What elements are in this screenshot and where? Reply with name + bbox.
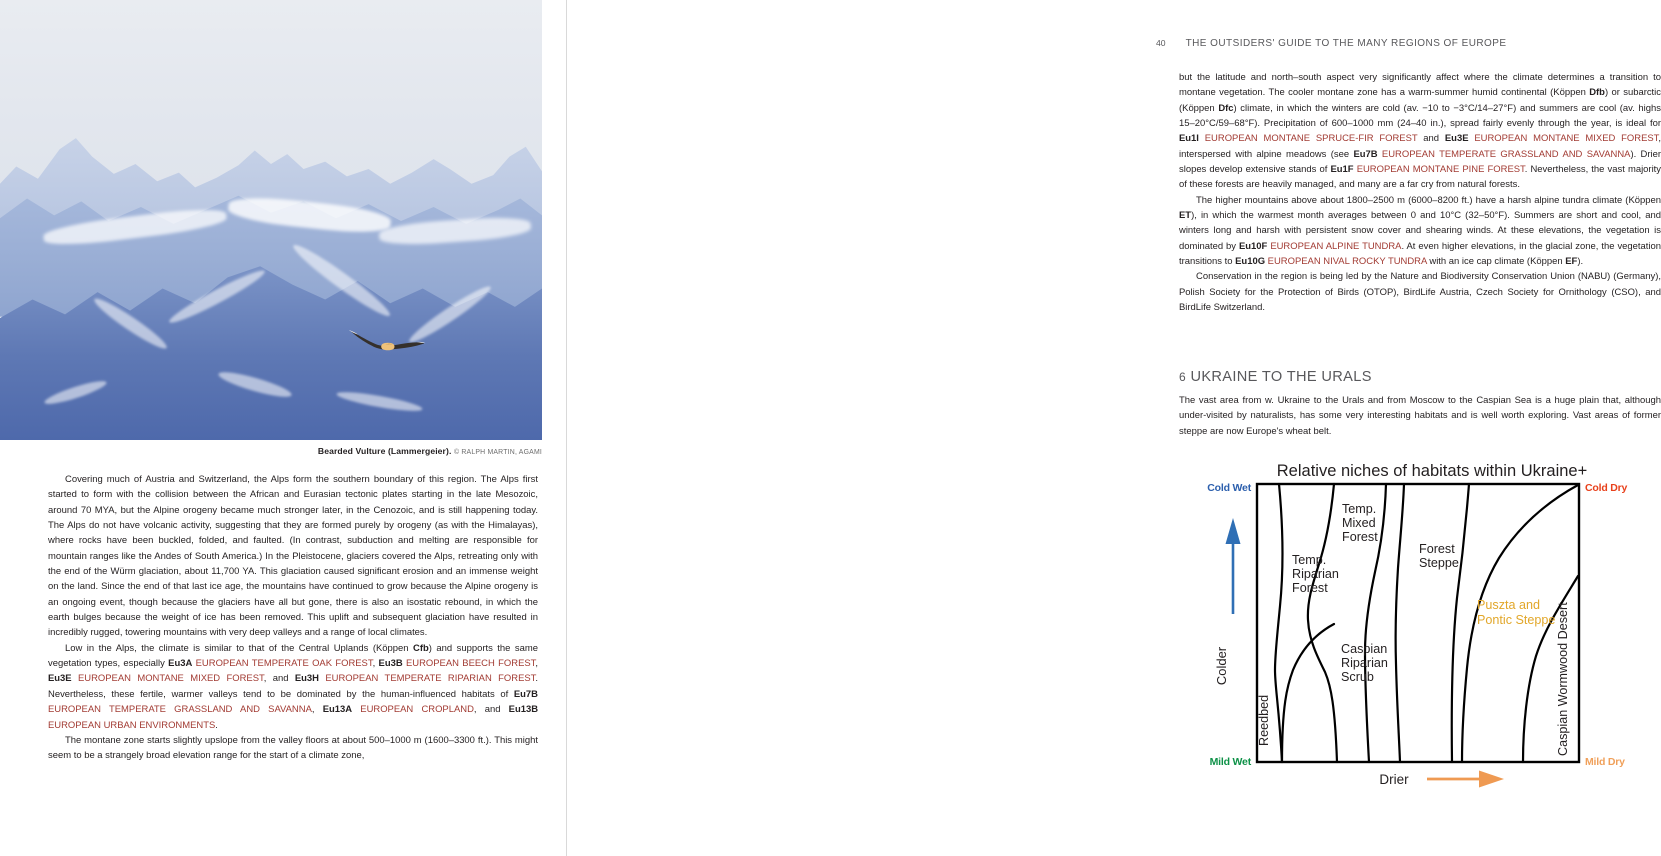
text-run: , and [263,673,295,685]
habitat-code: Eu13B [508,704,539,716]
habitat-niche-diagram [1179,456,1661,796]
text-run: . Nevertheless, the vast majority of these forests are heavily managed, and many are a far cry from natural forests. [1179,164,1661,191]
habitat-name: EUROPEAN BEECH FOREST [406,658,536,670]
habitat-code: Eu3A [168,658,193,670]
text-run: . [215,719,218,731]
svg-text:Temp.: Temp. [1292,553,1327,567]
text-run: ) or subarctic (Köppen [1179,87,1661,114]
habitat-name: EUROPEAN TEMPERATE GRASSLAND AND SAVANNA [48,704,312,716]
text-run: , [535,658,538,670]
habitat-name: EUROPEAN NIVAL ROCKY TUNDRA [1267,256,1427,268]
paragraph [1179,193,1661,270]
paragraph [48,733,538,764]
habitat-code: Eu7B [513,688,538,700]
band-label-reedbed: Reedbed [1257,694,1271,746]
bearded-vulture-silhouette [341,326,433,361]
habitat-name: EUROPEAN TEMPERATE OAK FOREST [195,658,373,670]
habitat-code: Eu3E [48,673,72,685]
habitat-code: Eu1F [1330,164,1354,176]
text-run: , interspersed with alpine meadows (see [1179,133,1661,160]
text-run: Conservation in the region is being led by the Nature and Biodiversity Conservation Union (NABU) (Germany), Polish Society for the Protection of Birds (OTOP), BirdLife Austria, Czech Society for Ornithology (CSO), and BirdLife Switzerland. [1179,271,1661,314]
habitat-niche-svg [1179,456,1661,796]
habitat-code: Dfb [1589,87,1605,99]
text-run: with an ice cap climate (Köppen [1426,256,1566,268]
habitat-code: Eu3E [1444,133,1469,145]
paragraph: The vast area from w. Ukraine to the Urals and from Moscow to the Caspian Sea is a huge plain that, although under-visited by naturalists, has some very interesting habitats and is well worth exploring. Vast areas of former steppe are now Europe's wheat belt. [1179,395,1661,437]
text-run: ). [1577,256,1584,268]
text-run: and [1417,133,1445,145]
photo-caption-credit: © RALPH MARTIN, AGAMI [453,449,542,456]
text-run: The higher mountains above about 1800–2500 m (6000–8200 ft.) have a harsh alpine tundra climate (Köppen [1196,194,1661,206]
band-label-caspian-wormwood-desert: Caspian Wormwood Desert [1556,602,1570,756]
text-run: ), in which the warmest month averages between 0 and 10°C (32–50°F). Summers are short and cool, and winters long and harsh with persistent snow cover and shearing winds. At these elevations, the vegetation is dominated by [1179,210,1661,252]
corner-label-cold-dry: Cold Dry [1585,482,1628,494]
text-run: , [372,658,379,670]
right-page [566,0,1661,856]
svg-text:Scrub: Scrub [1341,670,1374,684]
page-number: 40 [1156,38,1166,48]
paragraph [1179,269,1661,315]
habitat-code: Eu10G [1235,256,1266,268]
svg-text:Riparian: Riparian [1292,567,1339,581]
running-head [1156,38,1661,49]
left-page [0,0,566,856]
svg-text:Pontic Steppe: Pontic Steppe [1477,613,1556,627]
svg-text:Temp.: Temp. [1342,502,1377,516]
section-heading-number: 6 [1179,370,1187,384]
habitat-name: EUROPEAN MONTANE MIXED FOREST [1474,133,1659,145]
corner-label-cold-wet: Cold Wet [1207,482,1251,494]
svg-text:Riparian: Riparian [1341,656,1388,670]
svg-text:Forest: Forest [1342,530,1378,544]
svg-text:Forest: Forest [1419,542,1455,556]
text-run: ) climate, in which the winters are cold (av. −10 to −3°C/14–27°F) and summers are cool (av. highs 15–20°C/59–68°F). Precipitation of 600–1000 mm (24–40 in.), spread fairly evenly through the year, is ideal for [1179,102,1661,130]
habitat-code: Eu7B [1353,148,1378,160]
svg-text:Steppe: Steppe [1419,556,1459,570]
section-heading-title: UKRAINE TO THE URALS [1190,369,1372,385]
drier-axis-arrow [1427,771,1504,788]
svg-text:Forest: Forest [1292,581,1328,595]
habitat-code: Eu10F [1239,240,1268,252]
text-run: Covering much of Austria and Switzerland, the Alps form the southern boundary of this region. The Alps first started to form with the collision between the African and Eurasian tectonic plates starting in the late Mesozoic, around 70 MYA, but the Alpine orogeny became much stronger later, in the Cenozoic, and is still happening today. The Alps do not have volcanic activity, suggesting that they are formed purely by orogeny (as with the Himalayas), where rocks have been buckled, folded, and faulted. (In contrast, subduction and melting are responsible for mountain ranges like the Andes of South America.) In the Pleistocene, glaciers covered the Alps, retreating only with the end of the Würm glaciation, about 11,700 YA. This glaciation caused significant erosion and an immense weight on the land. Since the end of that last ice age, the mountains have continued to grow because the Alpine orogeny is an ongoing event, though because the glaciers have all but gone, there is also an isostatic rebound, in which the earth bulges because the weight of ice has been removed. This uplift and subsequent glaciation have resulted in incredibly rugged, towering mountains with very deep valleys and a range of local climates. [48,474,538,639]
habitat-name: EUROPEAN MONTANE SPRUCE-FIR FOREST [1204,133,1418,145]
text-run: . Nevertheless, these fertile, warmer valleys tend to be dominated by the human-influenced habitats of [48,673,539,700]
colder-axis-arrow [1226,518,1241,614]
text-run: Low in the Alps, the climate is similar to that of the Central Uplands (Köppen [65,642,414,654]
habitat-code: Eu3H [294,673,319,685]
photo-caption [0,446,542,456]
y-axis-label: Colder [1214,646,1229,686]
text-run: but the latitude and north–south aspect very significantly affect where the climate determines a transition to montane vegetation. The cooler montane zone has a warm-summer humid continental (Köppen [1179,72,1661,99]
paragraph [48,641,538,733]
corner-label-mild-dry: Mild Dry [1585,756,1625,768]
band-label-temperate-mixed-forest [1342,502,1378,544]
x-axis-label: Drier [1379,772,1409,787]
left-column-body-text [48,472,538,764]
habitat-code: Eu13A [322,704,353,716]
bearded-vulture-photo [0,0,542,440]
svg-text:Caspian: Caspian [1341,642,1388,656]
habitat-code: Eu1I [1179,133,1199,145]
habitat-code: EF [1565,256,1578,268]
habitat-code: ET [1179,210,1192,222]
habitat-name: EUROPEAN CROPLAND [360,704,474,716]
habitat-code: Cfb [413,642,429,654]
habitat-name: EUROPEAN MONTANE MIXED FOREST [78,673,264,685]
habitat-name: EUROPEAN ALPINE TUNDRA [1270,240,1402,252]
habitat-name: EUROPEAN URBAN ENVIRONMENTS [48,719,216,731]
habitat-name: EUROPEAN MONTANE PINE FOREST [1356,164,1525,176]
right-column-body-text [1179,70,1661,316]
text-run: . At even higher elevations, in the glacial zone, the vegetation transitions to [1179,240,1661,268]
paragraph [48,472,538,641]
svg-text:Mixed: Mixed [1342,516,1376,530]
text-run: The montane zone starts slightly upslope from the valley floors at about 500–1000 m (1600–3300 ft.). This might seem to be a strangely broad elevation range for the start of a climate zone, [48,734,538,762]
text-run: , [311,704,323,716]
photo-image [0,0,542,440]
photo-caption-title: Bearded Vulture (Lammergeier). [317,446,452,456]
section-intro-text [1179,393,1661,439]
diagram-title: Relative niches of habitats within Ukraine+ [1276,462,1588,480]
habitat-name: EUROPEAN TEMPERATE RIPARIAN FOREST [325,673,536,685]
section-heading [1179,369,1661,385]
paragraph [1179,70,1661,193]
habitat-name: EUROPEAN TEMPERATE GRASSLAND AND SAVANNA [1381,148,1631,160]
band-label-forest-steppe [1419,542,1459,570]
corner-label-mild-wet: Mild Wet [1209,756,1251,768]
text-run: ). Drier slopes develop extensive stands of [1179,148,1661,176]
habitat-code: Dfc [1218,102,1234,114]
text-run: , and [473,704,509,716]
habitat-code: Eu3B [378,658,403,670]
running-head-title: THE OUTSIDERS' GUIDE TO THE MANY REGIONS OF EUROPE [1185,38,1507,49]
svg-text:Puszta and: Puszta and [1477,598,1541,612]
text-run: ) and supports the same vegetation types, especially [48,642,538,670]
